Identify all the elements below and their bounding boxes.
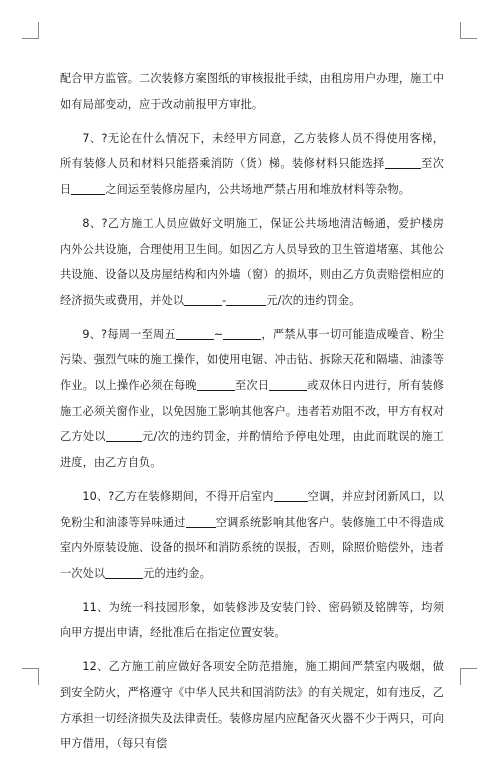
blank-field[interactable] (269, 377, 307, 391)
paragraph-clause-7: 7、?无论在什么情况下，未经甲方同意，乙方装修人员不得使用客梯，所有装修人员和材料只能搭乘消防（货）梯。装修材料只能选择 至次日 之间运至装修房屋内，公共场地严禁占用和堆放材料等杂物。 (60, 131, 444, 196)
blank-field[interactable] (226, 292, 266, 306)
blank-field[interactable] (71, 181, 105, 195)
document-body (60, 66, 444, 765)
blank-field[interactable] (197, 377, 235, 391)
blank-field[interactable] (385, 155, 421, 169)
crop-mark-top-right (460, 22, 477, 39)
paragraph-clause-10: 10、?乙方在装修期间，不得开启室内 空调，并应封闭新风口，以免粉尘和油漆等异味通过 空调系统影响其他客户。装修施工中不得造成室内外原装设施、设备的损坏和消防系统的误报，否则，除照价赔偿外，违者一次处以 元的违约金。 (60, 489, 444, 580)
blank-field[interactable] (106, 428, 142, 442)
blank-field[interactable] (186, 514, 216, 528)
crop-mark-top-left (22, 22, 39, 39)
blank-field[interactable] (176, 326, 214, 340)
blank-field[interactable] (223, 326, 261, 340)
blank-field[interactable] (274, 488, 308, 502)
paragraph-clause-11: 11、为统一科技园形象，如装修涉及安装门铃、密码锁及铭牌等，均须向甲方提出申请，经批准后在指定位置安装。 (60, 600, 444, 640)
blank-field[interactable] (105, 565, 143, 579)
crop-mark-bottom-left (22, 668, 39, 685)
paragraph-clause-8: 8、?乙方施工人员应做好文明施工，保证公共场地清洁畅通，爱护楼房内外公共设施，合理使用卫生间。如因乙方人员导致的卫生管道堵塞、其他公共设施、设备以及房屋结构和内外墙（窗）的损坏，则由乙方负责赔偿相应的经济损失或费用，并处以 - 元/次的违约罚金。 (60, 216, 444, 307)
crop-mark-bottom-right (460, 668, 477, 685)
paragraph-clause-9: 9、?每周一至周五 ~ ，严禁从事一切可能造成噪音、粉尘污染、强烈气味的施工操作，如使用电锯、冲击钻、拆除天花和隔墙、油漆等作业。以上操作必须在每晚 至次日 或双休日内进行，所有装修施工必须关窗作业，以免因施工影响其他客户。违者若劝阻不改，甲方有权对乙方处以 元/次的违约罚金，并酌情给予停电处理，由此而耽误的施工进度，由乙方自负。 (60, 327, 445, 469)
paragraph-clause-12: 12、乙方施工前应做好各项安全防范措施，施工期间严禁室内吸烟，做到安全防火，严格遵守《中华人民共和国消防法》的有关规定，如有违反，乙方承担一切经济损失及法律责任。装修房屋内应配备灭火器不少于两只，可向甲方借用，（每只有偿 (60, 660, 444, 751)
blank-field[interactable] (184, 292, 222, 306)
paragraph-continuation: 配合甲方监管。二次装修方案图纸的审核报批手续，由租房用户办理，施工中如有局部变动，应于改动前报甲方审批。 (60, 72, 444, 111)
